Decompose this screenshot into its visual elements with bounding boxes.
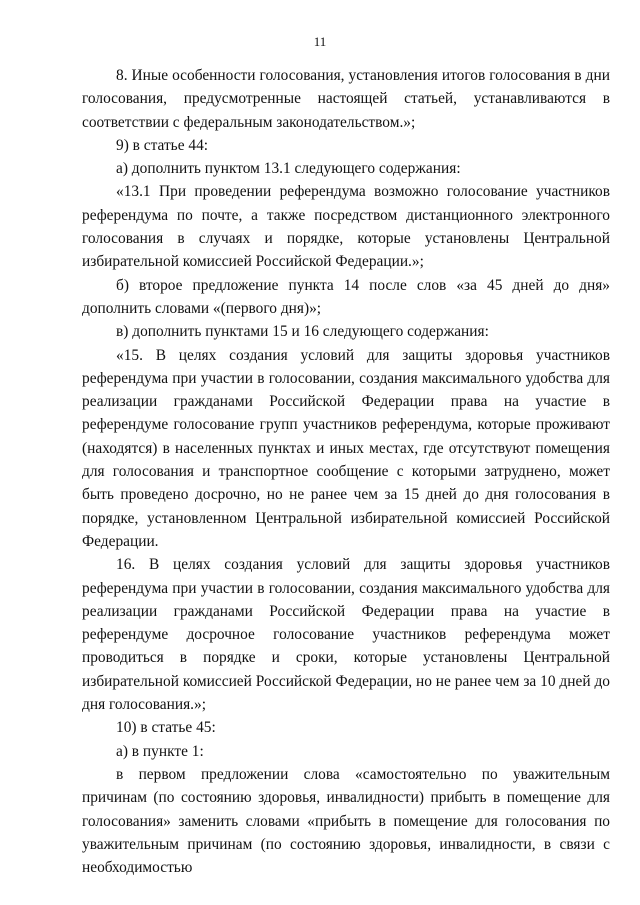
paragraph-article-45: 10) в статье 45:: [116, 719, 216, 737]
page-number: 11: [313, 34, 327, 49]
paragraph-subitem-a: а) дополнить пунктом 13.1 следующего содержания:: [116, 160, 461, 178]
paragraph-item-15: «15. В целях создания условий для защиты здоровья участников референдума при участии в голосовании, создания максимального удобства для реализации гражданами Российской Федерации права на участие в референдуме голосование групп участников референдума, которые проживают (находятся) в населенных пунктах и иных местах, где отсутствуют помещения для голосования и транспортное сообщение с которыми затруднено, может быть проведено досрочно, но не ранее чем за 15 дней до дня голосования в порядке, установленном Центральной избирательной комиссией Российской Федерации.: [82, 346, 610, 550]
document-body: [82, 64, 610, 879]
paragraph-subitem-a-point-1: а) в пункте 1:: [116, 742, 204, 760]
paragraph-subitem-v: в) дополнить пунктами 15 и 16 следующего содержания:: [116, 323, 489, 341]
paragraph-subitem-b: б) второе предложение пункта 14 после слов «за 45 дней до дня» дополнить словами «(первого дня)»;: [82, 276, 610, 317]
paragraph-article-44: 9) в статье 44:: [116, 136, 209, 154]
paragraph-item-8: 8. Иные особенности голосования, установления итогов голосования в дни голосования, предусмотренные настоящей статьей, устанавливаются в соответствии с федеральным законодательством.»;: [82, 67, 610, 131]
paragraph-item-16: 16. В целях создания условий для защиты здоровья участников референдума при участии в голосовании, создания максимального удобства для реализации гражданами Российской Федерации права на участие в референдуме досрочное голосование участников референдума может проводиться в порядке и сроки, которые установлены Центральной избирательной комиссией Российской Федерации, но не ранее чем за 10 дней до дня голосования.»;: [82, 556, 610, 714]
paragraph-item-13-1: «13.1 При проведении референдума возможно голосование участников референдума по почте, а также посредством дистанционного электронного голосования в случаях и порядке, которые установлены Центральной избирательной комиссией Российской Федерации.»;: [82, 183, 610, 271]
paragraph-first-sentence: в первом предложении слова «самостоятельно по уважительным причинам (по состоянию здоровья, инвалидности) прибыть в помещение для голосования» заменить словами «прибыть в помещение для голосования по уважительным причинам (по состоянию здоровья, инвалидности, в связи с необходимостью: [82, 765, 610, 877]
